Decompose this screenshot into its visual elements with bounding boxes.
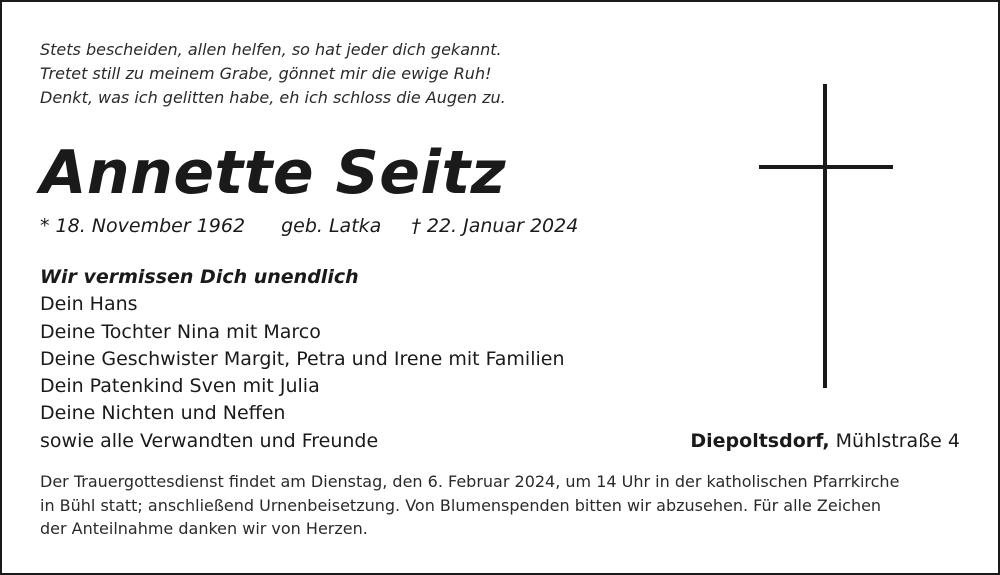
- life-dates: [40, 212, 578, 240]
- family-address: [690, 428, 960, 455]
- mourner-line: sowie alle Verwandten und Freunde: [40, 429, 379, 452]
- mourner-line: Deine Tochter Nina mit Marco: [40, 320, 321, 343]
- mourner-line: Deine Geschwister Margit, Petra und Irene mit Familien: [40, 347, 565, 370]
- cross-horizontal-bar: [759, 165, 893, 169]
- verse-line: Denkt, was ich gelitten habe, eh ich schloss die Augen zu.: [40, 88, 506, 107]
- memorial-verse: [40, 38, 506, 110]
- verse-line: Stets bescheiden, allen helfen, so hat jeder dich gekannt.: [40, 40, 502, 59]
- birth-date: * 18. November 1962: [40, 215, 246, 237]
- maiden-name: geb. Latka: [281, 215, 382, 237]
- cross-vertical-bar: [823, 84, 827, 388]
- address-street: Mühlstraße 4: [835, 430, 960, 452]
- mourners-heading: Wir vermissen Dich unendlich: [40, 266, 359, 288]
- deceased-name: Annette Seitz: [40, 138, 507, 208]
- mourner-line: Deine Nichten und Neffen: [40, 402, 286, 425]
- funeral-service-info: [40, 470, 899, 541]
- cross-icon: [759, 84, 893, 388]
- service-line: Der Trauergottesdienst findet am Dienstag, den 6. Februar 2024, um 14 Uhr in der katholischen Pfarrkirche: [40, 472, 900, 491]
- death-date: † 22. Januar 2024: [411, 215, 579, 237]
- service-line: in Bühl statt; anschließend Urnenbeisetzung. Von Blumenspenden bitten wir abzusehen. Für alle Zeichen: [40, 495, 882, 515]
- mourner-line: Dein Patenkind Sven mit Julia: [40, 375, 320, 398]
- verse-line: Tretet still zu meinem Grabe, gönnet mir die ewige Ruh!: [40, 64, 492, 83]
- mourner-line: Dein Hans: [40, 293, 138, 316]
- address-town: Diepoltsdorf,: [690, 430, 830, 452]
- service-line: der Anteilnahme danken wir von Herzen.: [40, 519, 368, 538]
- mourners-list: [40, 264, 565, 455]
